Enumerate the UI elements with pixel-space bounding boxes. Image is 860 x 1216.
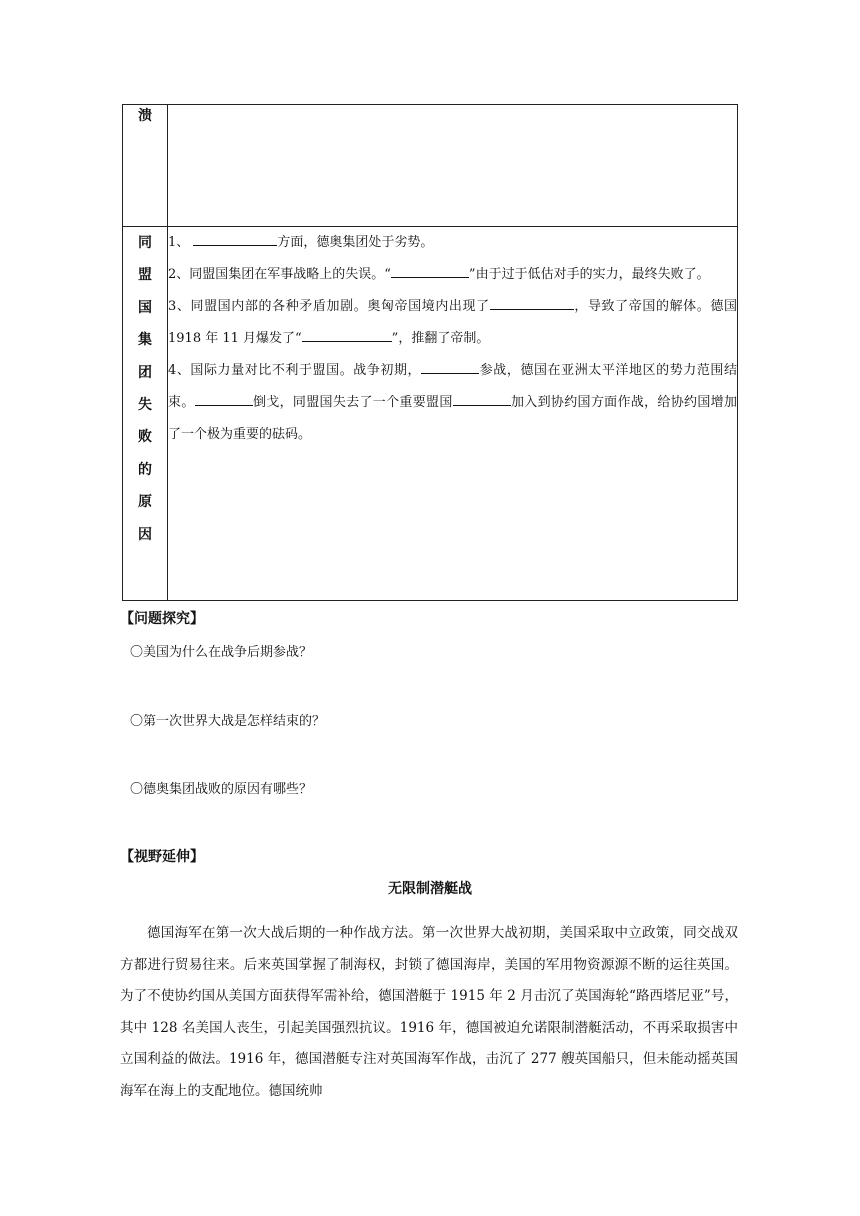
label-char: 的: [138, 461, 152, 478]
inquiry-question-3: 〇德奥集团战败的原因有哪些？: [130, 782, 313, 797]
fill-blank[interactable]: [421, 360, 479, 374]
cause-item-3: 3、同盟国内部的各种矛盾加剧。奥匈帝国境内出现了 ，导致了帝国的解体。德国 1918 年 11 月爆发了“ ”，推翻了帝制。: [168, 291, 737, 355]
label-char: 因: [138, 526, 152, 543]
row-label-causes: [123, 227, 168, 601]
label-char: 盟: [138, 267, 152, 284]
label-char: 原: [138, 494, 152, 511]
fill-blank[interactable]: [453, 392, 511, 406]
row-label-collapse: 溃: [123, 105, 168, 227]
label-char: 集: [138, 332, 152, 349]
inquiry-question-2: 〇第一次世界大战是怎样结束的？: [130, 714, 326, 729]
label-char: 败: [138, 429, 152, 446]
label-char: 团: [138, 364, 152, 381]
causes-table: [122, 104, 738, 601]
fill-blank[interactable]: [490, 296, 574, 310]
cause-item-2: 2、同盟国集团在军事战略上的失误。“ ”由于过于低估对手的实力，最终失败了。: [168, 259, 737, 291]
cause-item-1: 1、 方面，德奥集团处于劣势。: [168, 227, 737, 259]
fill-blank[interactable]: [302, 328, 392, 342]
label-char: 同: [138, 235, 152, 251]
causes-content: [168, 227, 738, 601]
inquiry-section-title: 【问题探究】: [120, 611, 204, 627]
fill-blank[interactable]: [391, 264, 469, 278]
article-body: 德国海军在第一次大战后期的一种作战方法。第一次世界大战初期，美国采取中立政策，同交战双方都进行贸易往来。后来英国掌握了制海权，封锁了德国海岸，美国的军用物资源源不断的运往英国。为了不使协约国从美国方面获得军需补给，德国潜艇于 1915 年 2 月击沉了英国海轮“路西塔尼亚”号，其中 128 名美国人丧生，引起美国强烈抗议。1916 年，德国被迫允诺限制潜艇活动，不再采取损害中立国利益的做法。1916 年，德国潜艇专注对英国海军作战，击沉了 277 艘英国船只，但未能动摇英国海军在海上的支配地位。德国统帅: [120, 925, 738, 1099]
table-row: [123, 227, 738, 601]
row-content-empty: [168, 105, 738, 227]
extension-section-title: 【视野延伸】: [120, 849, 204, 865]
causes-table-wrapper: [122, 104, 738, 600]
fill-blank[interactable]: [193, 232, 277, 246]
label-char: 国: [138, 299, 152, 316]
article-title: 无限制潜艇战: [388, 881, 472, 897]
inquiry-question-1: 〇美国为什么在战争后期参战？: [130, 645, 313, 660]
table-row: [123, 105, 738, 227]
fill-blank[interactable]: [195, 392, 253, 406]
cause-item-4: 4、国际力量对比不利于盟国。战争初期， 参战，德国在亚洲太平洋地区的势力范围结束。 倒戈，同盟国失去了一个重要盟国 加入到协约国方面作战，给协约国增加了一个极为重要的砝码。: [168, 355, 737, 451]
label-char: 失: [138, 397, 152, 414]
